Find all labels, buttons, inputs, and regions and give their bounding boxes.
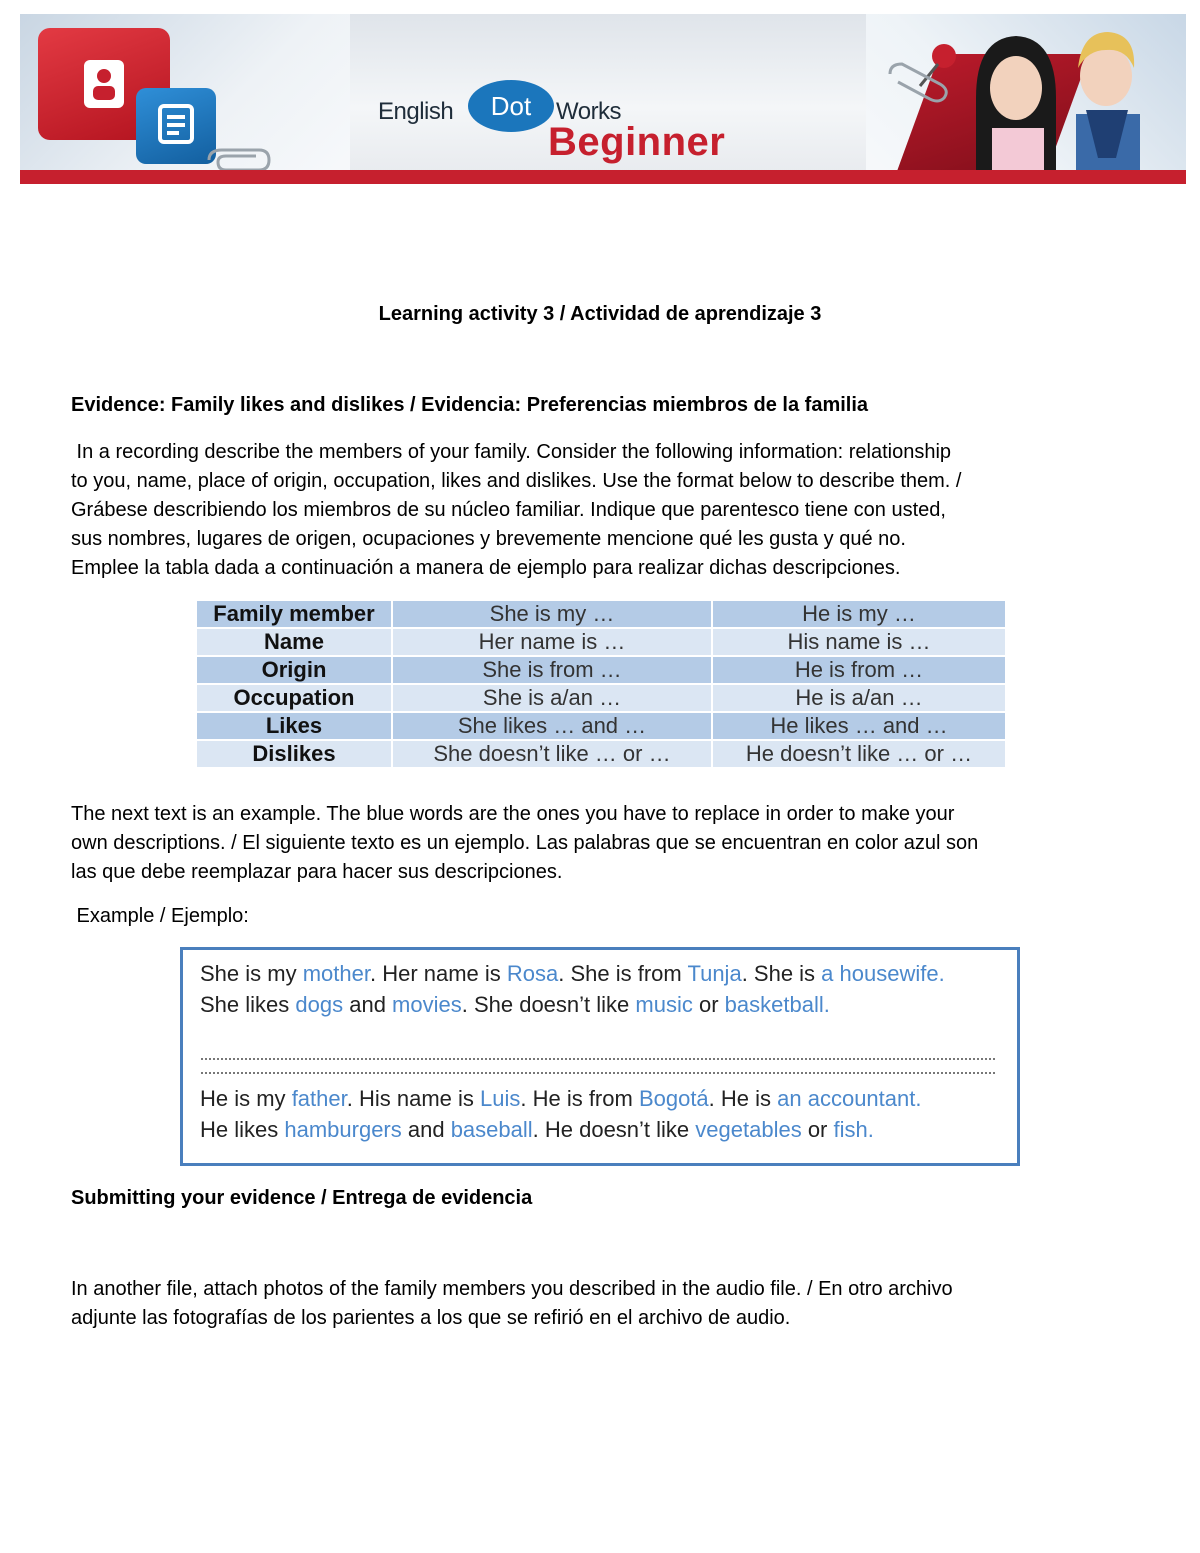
user-icon	[82, 58, 126, 110]
table-cell: She is from …	[392, 656, 712, 684]
example-text: . His name is	[346, 1086, 480, 1111]
dotted-divider	[201, 1058, 995, 1074]
example-text: She is my	[200, 961, 303, 986]
students-illustration	[956, 18, 1156, 184]
replaceable-word: Luis	[480, 1086, 521, 1111]
example-intro-line: las que debe reemplazar para hacer sus descripciones.	[71, 861, 563, 883]
table-cell: She doesn’t like … or …	[392, 740, 712, 768]
replaceable-word: an accountant	[777, 1086, 916, 1111]
table-row	[196, 628, 1006, 656]
table-cell: He likes … and …	[712, 712, 1006, 740]
table-cell: His name is …	[712, 628, 1006, 656]
table-row-label: Origin	[196, 656, 392, 684]
instructions-line: Grábese describiendo los miembros de su núcleo familiar. Indique que parentesco tiene con usted,	[71, 499, 946, 521]
table-cell: He is my …	[712, 600, 1006, 628]
table-cell: She is a/an …	[392, 684, 712, 712]
example-text: .	[915, 1086, 922, 1111]
table-row-label: Family member	[196, 600, 392, 628]
replaceable-word: mother	[302, 961, 370, 986]
replaceable-word: father	[291, 1086, 347, 1111]
example-she-line-1	[200, 961, 945, 987]
example-text: .	[938, 961, 945, 986]
table-row	[196, 712, 1006, 740]
replaceable-word: hamburgers	[284, 1117, 402, 1142]
example-text: . She doesn’t like	[461, 992, 636, 1017]
table-row-label: Name	[196, 628, 392, 656]
format-table	[195, 599, 1007, 769]
table-row	[196, 600, 1006, 628]
example-intro-line: The next text is an example. The blue words are the ones you have to replace in order to make your	[71, 803, 955, 825]
replaceable-word: fish	[833, 1117, 868, 1142]
submitting-line: adjunte las fotografías de los parientes a los que se refirió en el archivo de audio.	[71, 1307, 791, 1329]
example-text: . He doesn’t like	[532, 1117, 696, 1142]
example-text: or	[801, 1117, 834, 1142]
table-row	[196, 684, 1006, 712]
example-text: and	[401, 1117, 451, 1142]
example-text: He likes	[200, 1117, 285, 1142]
table-cell: She likes … and …	[392, 712, 712, 740]
example-intro-paragraph	[71, 800, 1131, 887]
table-cell: She is my …	[392, 600, 712, 628]
instructions-paragraph	[71, 438, 1131, 583]
table-cell: He is from …	[712, 656, 1006, 684]
evidence-heading: Evidence: Family likes and dislikes / Evidencia: Preferencias miembros de la familia	[71, 394, 869, 416]
replaceable-word: Rosa	[506, 961, 559, 986]
replaceable-word: movies	[392, 992, 462, 1017]
page-title: Learning activity 3 / Actividad de aprendizaje 3	[378, 303, 822, 325]
table-cell: He doesn’t like … or …	[712, 740, 1006, 768]
example-text: . She is	[741, 961, 822, 986]
brand-works: Works	[556, 98, 622, 125]
example-text: .	[823, 992, 830, 1017]
example-she-line-2	[200, 992, 830, 1018]
replaceable-word: Bogotá	[638, 1086, 709, 1111]
table-cell: Her name is …	[392, 628, 712, 656]
submitting-paragraph	[71, 1275, 1131, 1333]
table-row-label: Likes	[196, 712, 392, 740]
replaceable-word: a housewife	[821, 961, 939, 986]
replaceable-word: Tunja	[687, 961, 742, 986]
brand-english: English	[378, 98, 454, 125]
replaceable-word: music	[635, 992, 693, 1017]
example-text: or	[692, 992, 725, 1017]
replaceable-word: baseball	[450, 1117, 533, 1142]
submitting-heading: Submitting your evidence / Entrega de evidencia	[71, 1187, 533, 1209]
table-row-label: Occupation	[196, 684, 392, 712]
example-text: She likes	[200, 992, 296, 1017]
example-text: . He is	[708, 1086, 778, 1111]
level-label: Beginner	[548, 120, 726, 164]
submitting-line: In another file, attach photos of the family members you described in the audio file. / En otro archivo	[71, 1278, 953, 1300]
example-text: . Her name is	[369, 961, 507, 986]
instructions-line: sus nombres, lugares de origen, ocupaciones y brevemente mencione qué les gusta y qué no.	[71, 528, 906, 550]
replaceable-word: vegetables	[695, 1117, 802, 1142]
example-he-line-1	[200, 1086, 922, 1112]
example-intro-line: own descriptions. / El siguiente texto es un ejemplo. Las palabras que se encuentran en color azul son	[71, 832, 979, 854]
table-row-label: Dislikes	[196, 740, 392, 768]
replaceable-word: dogs	[295, 992, 344, 1017]
replaceable-word: basketball	[724, 992, 824, 1017]
example-text: . She is from	[558, 961, 688, 986]
instructions-line: to you, name, place of origin, occupation, likes and dislikes. Use the format below to describe them. /	[71, 470, 962, 492]
example-text: and	[343, 992, 393, 1017]
example-he-line-2	[200, 1117, 874, 1143]
example-box	[180, 947, 1020, 1166]
header-banner	[20, 14, 1186, 184]
instructions-line: In a recording describe the members of your family. Consider the following information: relationship	[71, 441, 952, 463]
table-row	[196, 740, 1006, 768]
example-text: . He is from	[520, 1086, 639, 1111]
brand-dot-bubble: Dot	[468, 80, 554, 132]
example-label: Example / Ejemplo:	[71, 905, 249, 927]
table-row	[196, 656, 1006, 684]
banner-red-band	[20, 170, 1186, 184]
table-cell: He is a/an …	[712, 684, 1006, 712]
example-text: .	[867, 1117, 874, 1142]
instructions-line: Emplee la tabla dada a continuación a manera de ejemplo para realizar dichas descripciones.	[71, 557, 901, 579]
example-text: He is my	[200, 1086, 292, 1111]
